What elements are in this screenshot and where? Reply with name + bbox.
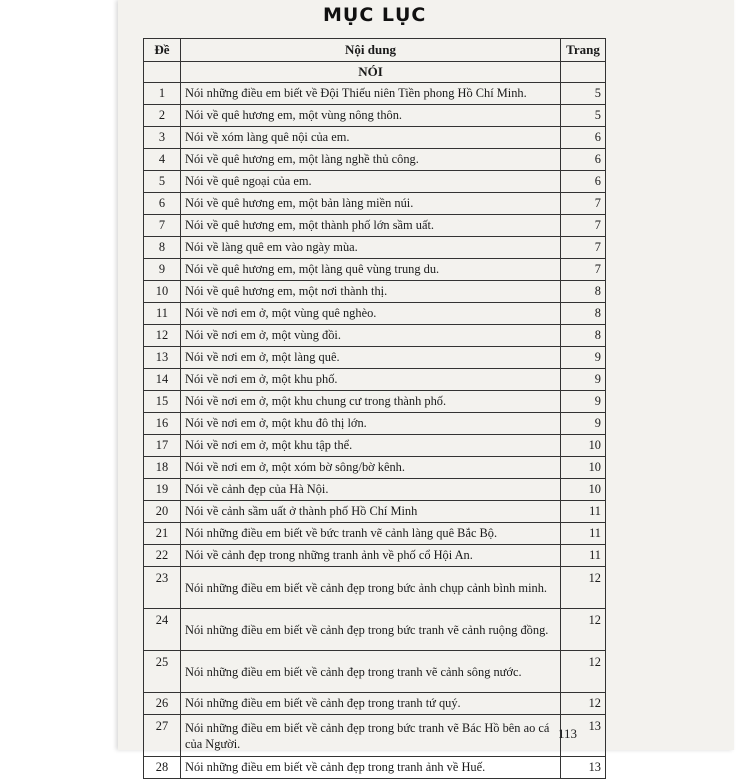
entry-page: 9: [561, 391, 606, 413]
entry-page: 13: [561, 715, 606, 757]
entry-number: 9: [144, 259, 181, 281]
entry-number: 26: [144, 693, 181, 715]
entry-number: 16: [144, 413, 181, 435]
entry-number: 15: [144, 391, 181, 413]
entry-number: 20: [144, 501, 181, 523]
entry-page: 12: [561, 567, 606, 609]
entry-number: 3: [144, 127, 181, 149]
entry-page: 11: [561, 545, 606, 567]
entry-number: 8: [144, 237, 181, 259]
entry-title: Nói về cảnh đẹp của Hà Nội.: [181, 479, 561, 501]
entry-title: Nói về quê hương em, một bản làng miền núi.: [181, 193, 561, 215]
page-number: 113: [558, 726, 578, 741]
entry-number: 14: [144, 369, 181, 391]
entry-page: 6: [561, 171, 606, 193]
entry-number: 23: [144, 567, 181, 609]
entry-page: 9: [561, 413, 606, 435]
entry-page: 7: [561, 259, 606, 281]
entry-number: 4: [144, 149, 181, 171]
entry-page: 9: [561, 347, 606, 369]
entry-title: Nói những điều em biết về cảnh đẹp trong tranh ảnh về Huế.: [181, 757, 561, 779]
entry-title: Nói về quê hương em, một vùng nông thôn.: [181, 105, 561, 127]
entry-title: Nói những điều em biết về cảnh đẹp trong bức tranh vẽ cảnh ruộng đồng.: [181, 609, 561, 651]
entry-title: Nói về quê hương em, một làng nghề thủ công.: [181, 149, 561, 171]
entry-title: Nói về nơi em ở, một xóm bờ sông/bờ kênh.: [181, 457, 561, 479]
entry-title: Nói về nơi em ở, một khu phố.: [181, 369, 561, 391]
entry-title: Nói về cảnh sầm uất ở thành phố Hồ Chí Minh: [181, 501, 561, 523]
entry-page: 12: [561, 693, 606, 715]
entry-page: 11: [561, 523, 606, 545]
entry-page: 10: [561, 435, 606, 457]
entry-page: 8: [561, 303, 606, 325]
entry-number: 28: [144, 757, 181, 779]
entry-page: 8: [561, 325, 606, 347]
entry-title: Nói về cảnh đẹp trong những tranh ảnh về phố cổ Hội An.: [181, 545, 561, 567]
entry-page: 5: [561, 105, 606, 127]
entry-title: Nói về quê ngoại của em.: [181, 171, 561, 193]
entry-number: 21: [144, 523, 181, 545]
entry-number: 12: [144, 325, 181, 347]
entry-title: Nói về nơi em ở, một khu đô thị lớn.: [181, 413, 561, 435]
entry-title: Nói về quê hương em, một thành phố lớn sầm uất.: [181, 215, 561, 237]
entry-title: Nói về làng quê em vào ngày mùa.: [181, 237, 561, 259]
entry-page: 9: [561, 369, 606, 391]
entry-number: 6: [144, 193, 181, 215]
entry-number: 24: [144, 609, 181, 651]
entry-title: Nói về nơi em ở, một vùng đồi.: [181, 325, 561, 347]
header-content: Nội dung: [181, 39, 561, 62]
entry-page: 6: [561, 127, 606, 149]
book-page: [118, 0, 734, 750]
entry-number: 25: [144, 651, 181, 693]
entry-page: 10: [561, 457, 606, 479]
entry-page: 12: [561, 609, 606, 651]
entry-number: 18: [144, 457, 181, 479]
entry-number: 2: [144, 105, 181, 127]
entry-page: 10: [561, 479, 606, 501]
entry-number: 27: [144, 715, 181, 757]
entry-number: 13: [144, 347, 181, 369]
entry-page: 7: [561, 215, 606, 237]
entry-title: Nói những điều em biết về cảnh đẹp trong bức ảnh chụp cảnh bình minh.: [181, 567, 561, 609]
entry-title: Nói những điều em biết về cảnh đẹp trong bức tranh vẽ Bác Hồ bên ao cá của Người.: [181, 715, 561, 757]
entry-title: Nói về nơi em ở, một vùng quê nghèo.: [181, 303, 561, 325]
entry-title: Nói những điều em biết về cảnh đẹp trong tranh vẽ cảnh sông nước.: [181, 651, 561, 693]
entry-title: Nói về quê hương em, một nơi thành thị.: [181, 281, 561, 303]
entry-number: 7: [144, 215, 181, 237]
entry-title: Nói những điều em biết về Đội Thiếu niên Tiền phong Hồ Chí Minh.: [181, 83, 561, 105]
entry-title: Nói về nơi em ở, một làng quê.: [181, 347, 561, 369]
entry-title: Nói về quê hương em, một làng quê vùng trung du.: [181, 259, 561, 281]
entry-title: Nói những điều em biết về cảnh đẹp trong tranh tứ quý.: [181, 693, 561, 715]
entry-title: Nói về nơi em ở, một khu tập thể.: [181, 435, 561, 457]
entry-number: 5: [144, 171, 181, 193]
header-page: Trang: [561, 39, 606, 62]
entry-number: 22: [144, 545, 181, 567]
entry-page: 5: [561, 83, 606, 105]
entry-page: 7: [561, 193, 606, 215]
header-number: Đề: [144, 39, 181, 62]
entry-page: 11: [561, 501, 606, 523]
entry-number: 11: [144, 303, 181, 325]
entry-number: 17: [144, 435, 181, 457]
entry-title: Nói về xóm làng quê nội của em.: [181, 127, 561, 149]
entry-title: Nói những điều em biết về bức tranh vẽ cảnh làng quê Bắc Bộ.: [181, 523, 561, 545]
entry-number: 19: [144, 479, 181, 501]
entry-page: 8: [561, 281, 606, 303]
page-title: MỤC LỤC: [323, 4, 427, 26]
section-title: NÓI: [181, 62, 561, 83]
entry-number: 1: [144, 83, 181, 105]
table-row: [144, 757, 606, 779]
entry-page: 6: [561, 149, 606, 171]
entry-title: Nói về nơi em ở, một khu chung cư trong thành phố.: [181, 391, 561, 413]
entry-page: 7: [561, 237, 606, 259]
entry-number: 10: [144, 281, 181, 303]
entry-page: 13: [561, 757, 606, 779]
entry-page: 12: [561, 651, 606, 693]
